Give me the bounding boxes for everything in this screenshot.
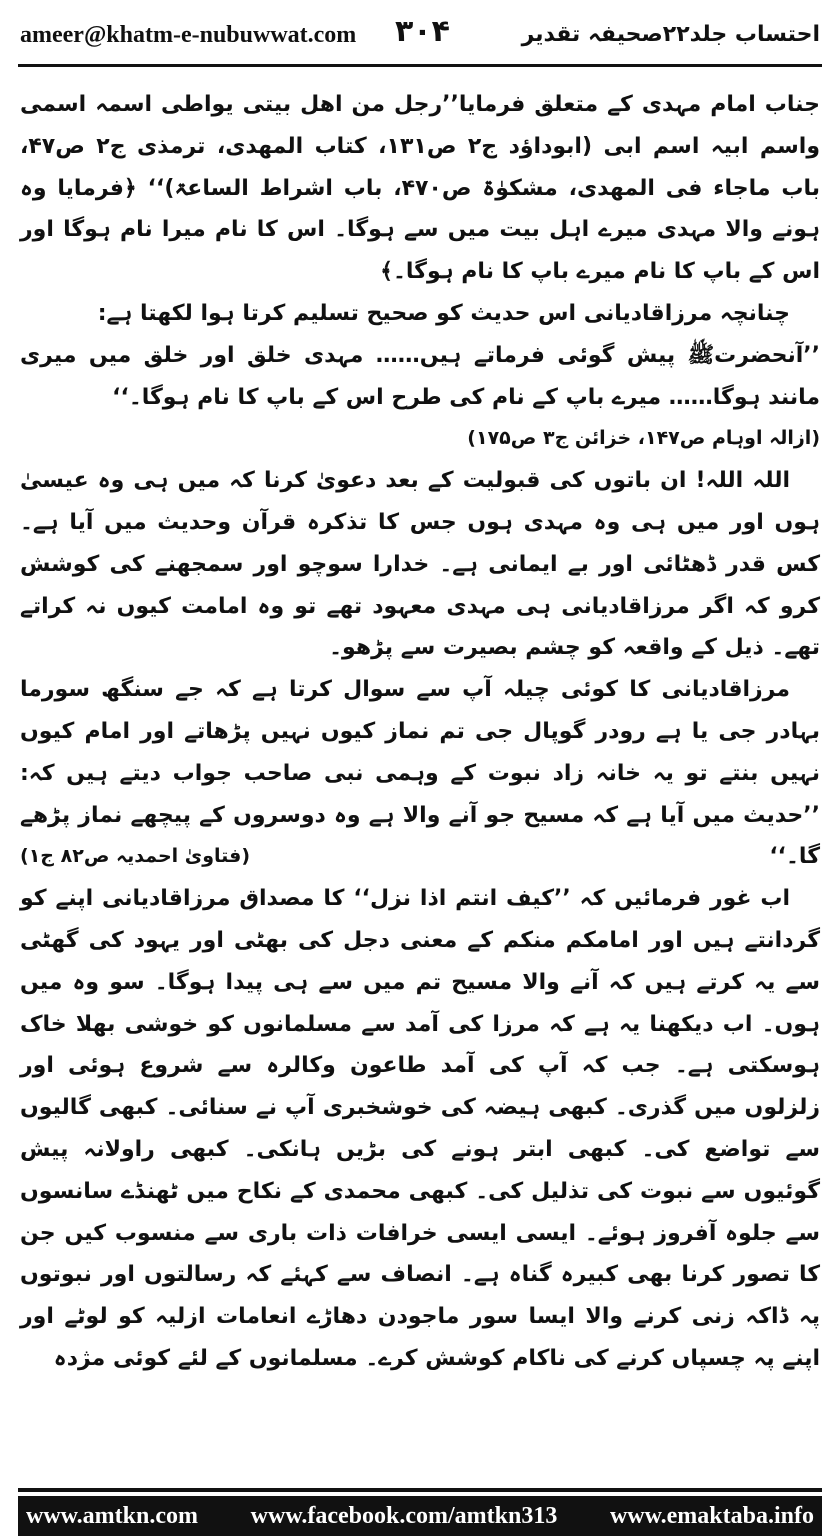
paragraph-allah: اللہ اللہ! ان باتوں کی قبولیت کے بعد دعویٰ کرنا کہ میں ہی وہ عیسیٰ ہوں اور میں ہی وہ مہدی ہوں جس کا تذکرہ قرآن وحدیث میں آیا ہے۔ کس قدر ڈھٹائی اور بے ایمانی ہے۔ خدارا سوچو اور سمجھنے کی کوشش کرو کہ اگر مرزاقادیانی ہی مہدی معہود تھے تو وہ امامت کیوں نہ کراتے تھے۔ ذیل کے واقعہ کو چشم بصیرت سے پڑھو۔: [20, 468, 820, 661]
footer-link-amtkn[interactable]: www.amtkn.com: [26, 1502, 198, 1529]
footer-rule: [18, 1488, 822, 1492]
paragraph-ghaur: اب غور فرمائیں کہ ’’کیف انتم اذا نزل‘‘ کا مصداق مرزاقادیانی اپنے کو گردانتے ہیں اور امامکم منکم کے معنی دجل کی بھٹی اور یہود کی گھٹی سے یہ کرتے ہیں کہ آنے والا مسیح تم میں سے ہی پیدا ہوگا۔ سو وہ میں ہوں۔ اب دیکھنا یہ ہے کہ مرزا کی آمد سے مسلمانوں کو خوشی بھلا خاک ہوسکتی ہے۔ جب کہ آپ کی آمد طاعون وکالرہ سے شروع ہوئی اور زلزلوں میں گذری۔ کبھی ہیضہ کی خوشخبری آپ نے سنائی۔ کبھی گالیوں سے تواضع کی۔ کبھی ابتر ہونے کی بڑیں ہانکی۔ کبھی راولانہ پیش گوئیوں سے نبوت کی تذلیل کی۔ کبھی محمدی کے نکاح میں ٹھنڈے سانسوں سے جلوہ آفروز ہوئے۔ ایسی ایسی خرافات ذات باری سے منسوب کیں جن کا تصور کرنا بھی کبیرہ گناہ ہے۔ انصاف سے کہئے کہ رسالتوں اور نبوتوں پہ ڈاکہ زنی کرنے والا ایسا سور ماجودن دھاڑے انعامات ازلیہ کو لوٹے اور اپنے پہ چسپاں کرنے کی ناکام کوشش کرے۔ مسلمانوں کے لئے کوئی مژدہ: [20, 886, 820, 1371]
paragraph-quote: ’’آنحضرتﷺ پیش گوئی فرماتے ہیں…… مہدی خلق اور خلق میں میری مانند ہوگا…… میرے باپ کے نام کی طرح اس کے باپ کا نام ہوگا۔‘‘: [20, 342, 820, 410]
paragraph-chela-text: مرزاقادیانی کا کوئی چیلہ آپ سے سوال کرتا ہے کہ جے سنگھ سورما بہادر جی یا ہے رودر گوپال جی تم نماز کیوں نہیں پڑھاتے اور امام کیوں نہیں بنتے تو یہ خانہ زاد نبوت کے وہمی نبی صاحب جواب دیتے ہیں کہ: ’’حدیث میں آیا ہے کہ مسیح جو آنے والا ہے وہ دوسروں کے پیچھے نماز پڑھے گا۔‘‘: [20, 677, 820, 870]
footer-link-emaktaba[interactable]: www.emaktaba.info: [609, 1502, 814, 1529]
page-number: ۳۰۴: [395, 14, 450, 49]
book-title: احتساب جلد۲۲صحیفہ تقدیر: [521, 22, 820, 47]
paragraph-mahdi-hadith: جناب امام مہدی کے متعلق فرمایا’’رجل من اھل بیتی یواطی اسمہ اسمی واسم ابیہ اسم ابی (ابوداؤد ج۲ ص۱۳۱، کتاب المھدی، ترمذی ج۲ ص۴۷، باب ماجاء فی المھدی، مشکوٰۃ ص۴۷۰، باب اشراط الساعۃ)‘‘ ﴿فرمایا وہ ہونے والا مہدی میرے اہل بیت میں سے ہوگا۔ اس کا نام میرا نام ہوگا اور اس کے باپ کا نام میرے باپ کا نام ہوگا۔﴾: [20, 92, 821, 285]
reference-izala: (ازالہ اوہام ص۱۴۷، خزائن ج۳ ص۱۷۵): [467, 427, 820, 450]
header-rule: [18, 64, 822, 67]
footer-bar: [18, 1496, 822, 1536]
footer-link-facebook[interactable]: www.facebook.com/amtkn313: [250, 1502, 558, 1529]
paragraph-chela: [20, 669, 820, 878]
header-email: ameer@khatm-e-nubuwwat.com: [20, 22, 357, 48]
page-header: [20, 14, 820, 66]
paragraph-intro: چنانچہ مرزاقادیانی اس حدیث کو صحیح تسلیم کرتا ہوا لکھتا ہے:: [97, 300, 790, 326]
reference-fatawa: (فتاویٰ احمدیہ ص۸۲ ج۱): [20, 845, 251, 868]
page-body: [20, 84, 820, 1474]
